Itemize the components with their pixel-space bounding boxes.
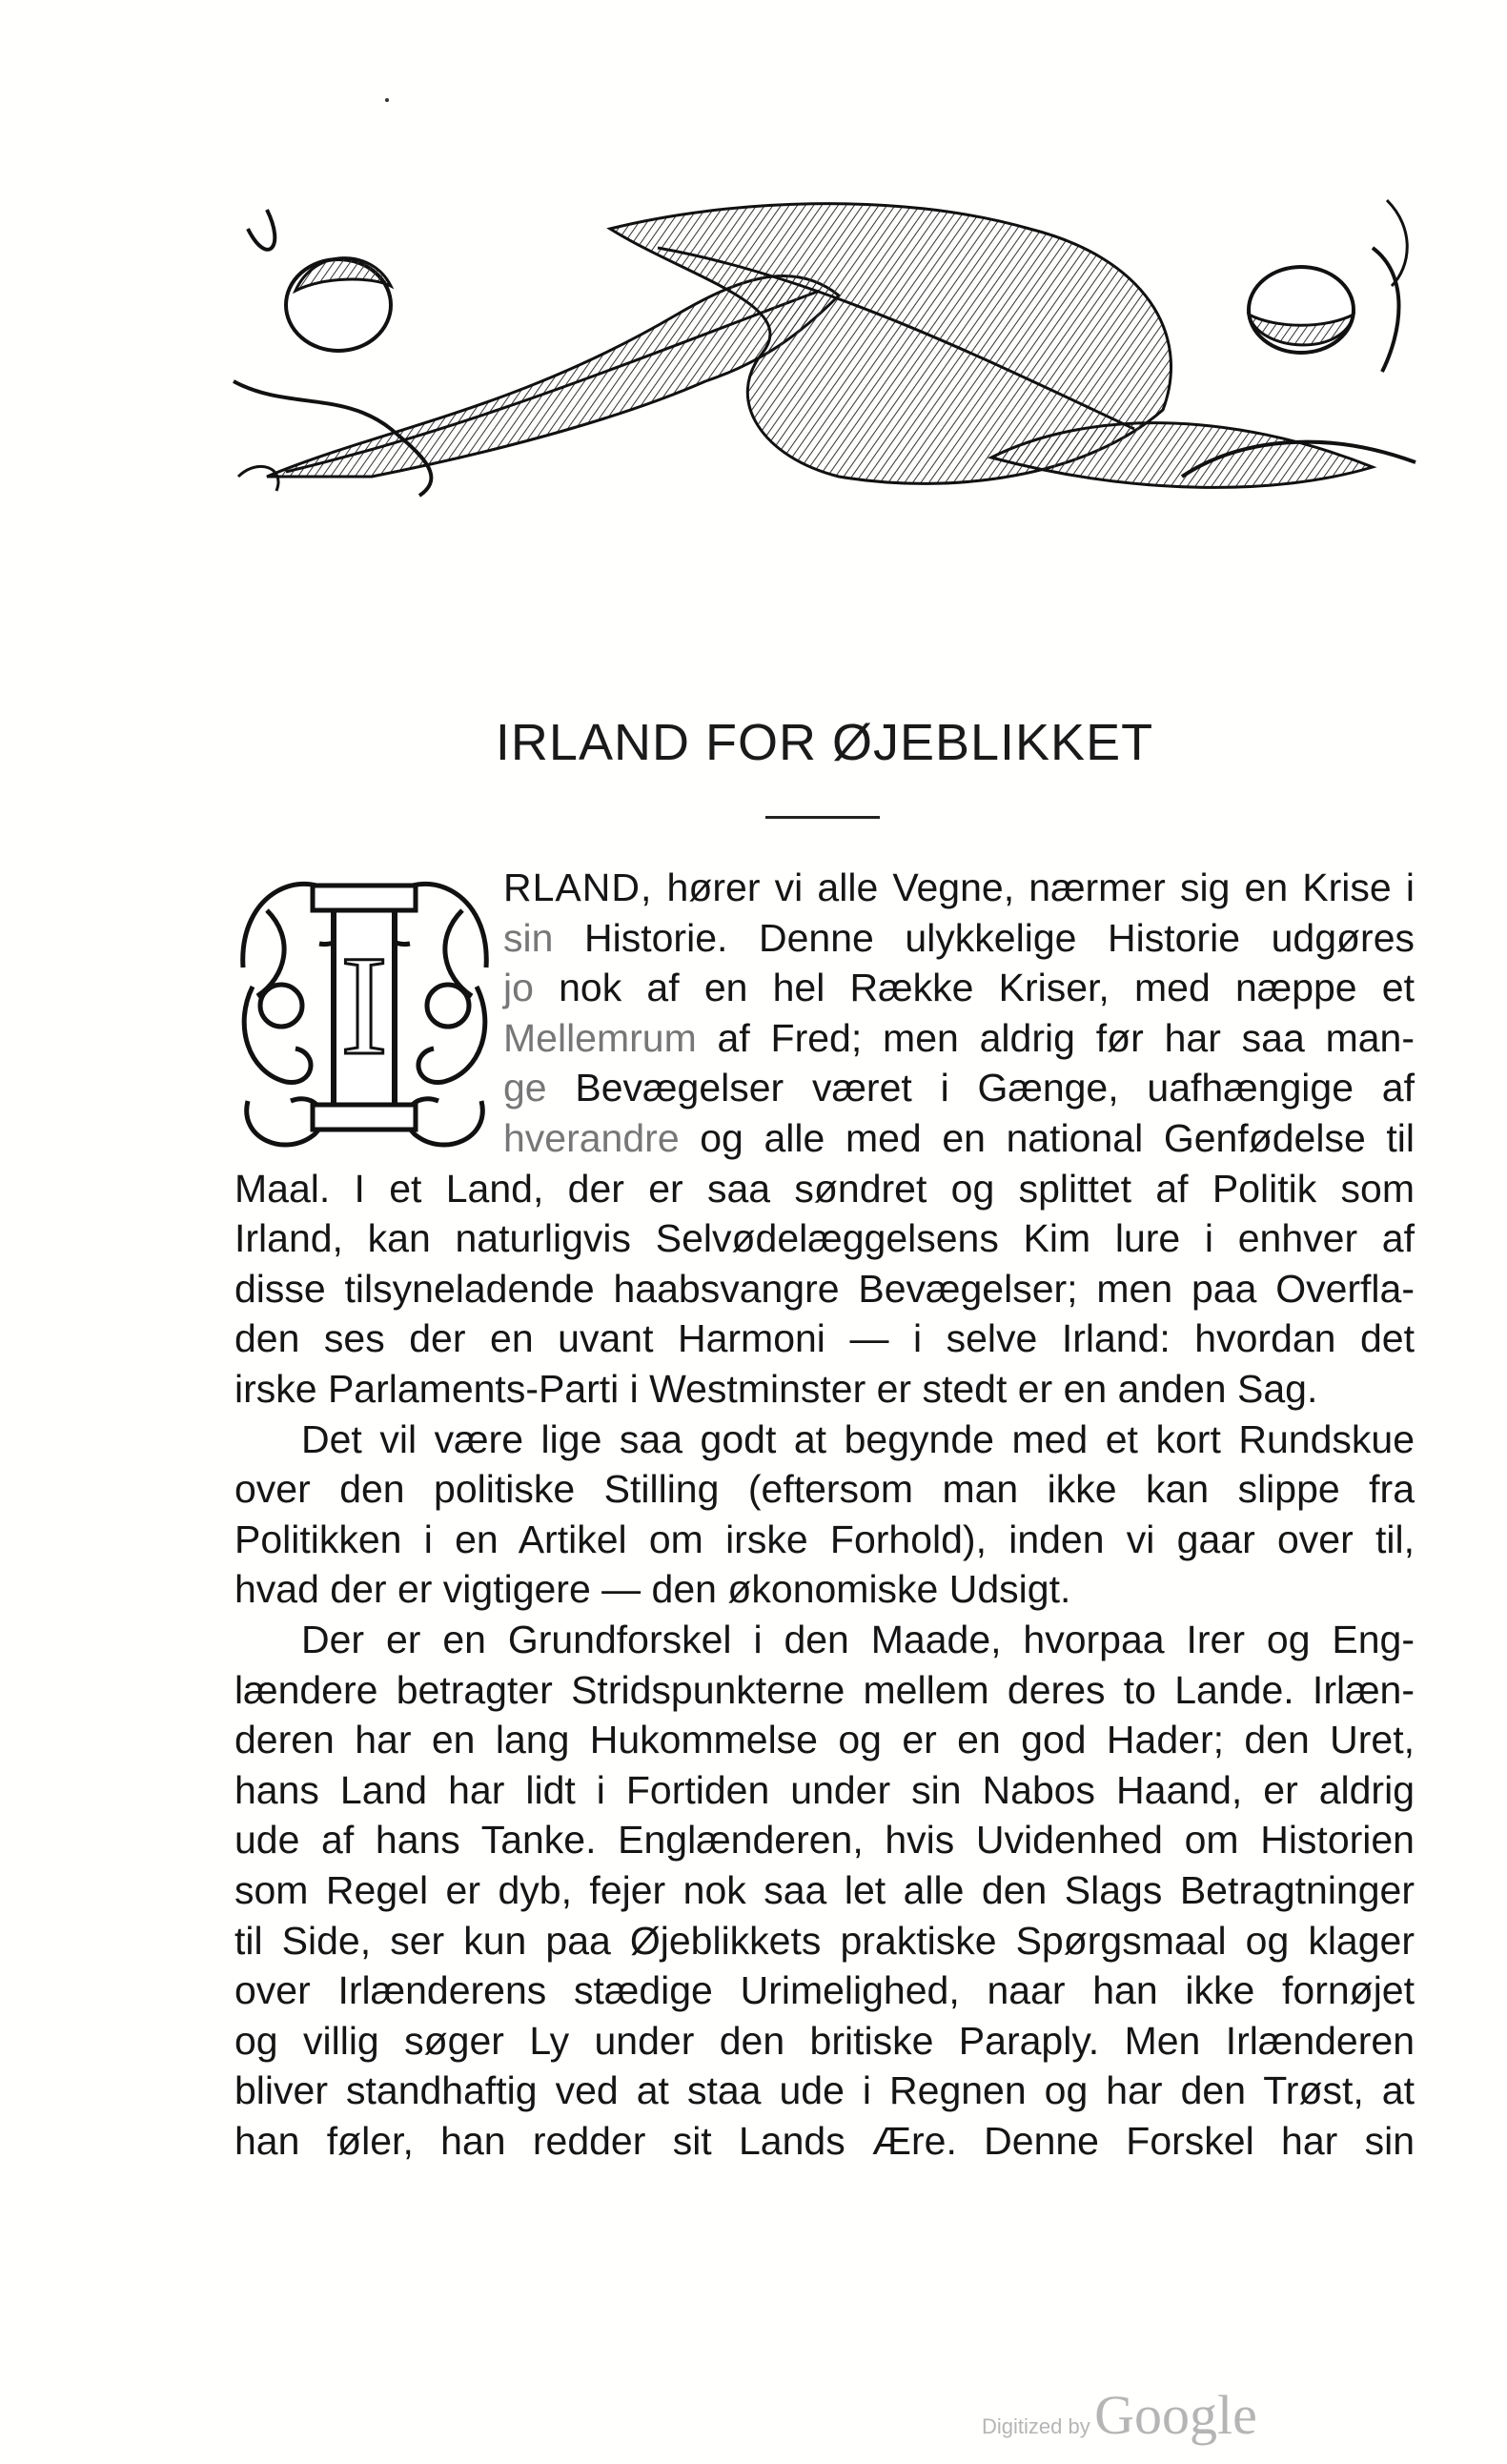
text-span: han føler, han redder sit Lands Ære. Denne Forskel har sin [234,2119,1415,2163]
print-speck [385,98,389,102]
text-line [234,1213,1415,1263]
text-line [234,1916,1415,1965]
text-line [234,2116,1415,2166]
text-span: Politikken i en Artikel om irske Forhold), inden vi gaar over til, [234,1517,1415,1561]
text-span: RLAND, [503,865,653,909]
text-span: Bevægelser været i Gænge, uafhængige af [546,1066,1415,1110]
watermark-prefix: Digitized by [982,2414,1090,2438]
text-span: til Side, ser kun paa Øjeblikkets praktiske Spørgsmaal og klager [234,1918,1415,1963]
text-span: Maal. I et Land, der er saa søndret og splittet af Politik som [234,1166,1415,1211]
text-span: ude af hans Tanke. Englænderen, hvis Uvidenhed om Historien [234,1818,1415,1863]
text-span: Mellemrum [503,1015,697,1060]
text-span: hører vi alle Vegne, nærmer sig en Krise i [652,865,1415,909]
text-line [234,1515,1415,1564]
text-span: som Regel er dyb, fejer nok saa let alle den Slags Betragtninger [234,1868,1415,1912]
watermark-brand: Google [1094,2384,1257,2446]
text-line [503,863,1415,912]
text-span: nok af en hel Række Kriser, med næppe et [533,966,1415,1010]
text-span: irske Parlaments-Parti i Westminster er stedt er en anden Sag. [234,1367,1318,1411]
text-span: over Irlænderens stædige Urimelighed, naar han ikke fornøjet [234,1968,1415,2013]
text-span: hans Land har lidt i Fortiden under sin Nabos Haand, er aldrig [234,1767,1415,1812]
chapter-title: IRLAND FOR ØJEBLIKKET [495,714,1154,771]
initial-capital-letter [313,886,416,1130]
text-span: Irland, kan naturligvis Selvødelæggelsens Kim lure i enhver af [234,1216,1415,1261]
text-span: deren har en lang Hukommelse og er en god Hader; den Uret, [234,1718,1415,1762]
text-span: den ses der en uvant Harmoni — i selve Irland: hvordan det [234,1316,1415,1361]
text-line [234,2066,1415,2115]
oak-leaf-banner-ornament [229,191,1420,505]
text-line [503,1063,1415,1112]
text-line [234,1464,1415,1514]
text-span: og alle med en national Genfødelse til [679,1116,1415,1160]
text-span: over den politiske Stilling (eftersom man ikke kan slippe fra [234,1467,1415,1512]
text-line [234,1564,1415,1614]
text-line [234,1715,1415,1764]
text-line [234,1164,1415,1213]
text-span: jo [503,966,534,1010]
acorn-left-icon [248,210,391,351]
decorated-initial [229,853,500,1160]
text-span: hvad der er vigtigere — den økonomiske Udsigt. [234,1567,1071,1612]
text-line [301,1415,1415,1464]
svg-text:I: I [340,927,388,1085]
text-line [234,1264,1415,1313]
text-span: og villig søger Ly under den britiske Paraply. Men Irlænderen [234,2018,1415,2063]
text-line [234,1965,1415,2015]
text-span: Historie. Denne ulykkelige Historie udgøres [553,915,1415,960]
text-span: Der er en Grundforskel i den Maade, hvorpaa Irer og Eng- [301,1618,1415,1661]
text-line [234,1815,1415,1864]
text-line [503,963,1415,1012]
text-span: disse tilsyneladende haabsvangre Bevægelser; men paa Overfla- [234,1266,1415,1311]
text-line [234,2016,1415,2066]
text-span: ge [503,1066,547,1110]
acorn-right-icon [1249,200,1407,372]
title-rule [765,816,880,819]
text-line [234,1765,1415,1815]
text-span: Det vil være lige saa godt at begynde med et kort Rundskue [301,1416,1415,1461]
text-line [503,913,1415,963]
text-line [503,1013,1415,1063]
text-line [234,1313,1415,1363]
text-span: af Fred; men aldrig før har saa man- [696,1015,1415,1060]
digitization-watermark [982,2383,1257,2447]
text-line [503,1113,1415,1163]
text-line [234,1665,1415,1715]
text-line [234,1865,1415,1915]
text-span: hverandre [503,1116,680,1160]
text-span: lændere betragter Stridspunkterne mellem deres to Lande. Irlæn- [234,1667,1415,1712]
text-span: bliver standhaftig ved at staa ude i Regnen og har den Trøst, at [234,2068,1415,2113]
text-line [301,1615,1415,1664]
text-span: sin [503,915,554,960]
text-line [234,1364,1415,1414]
